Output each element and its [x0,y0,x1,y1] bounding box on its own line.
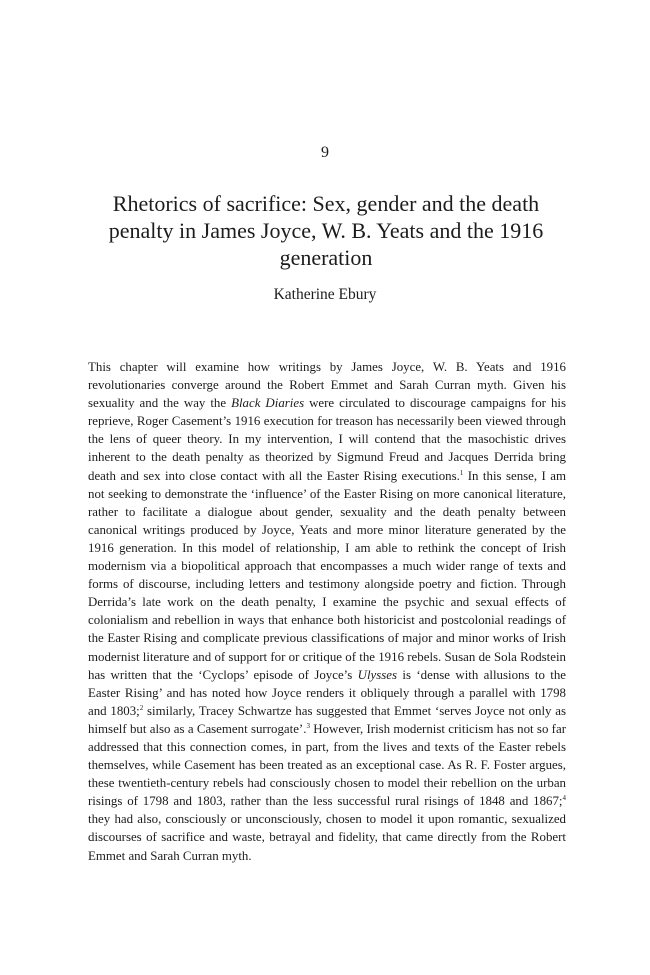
body-text-run: similarly, Tracey Schwartze has suggested that Emmet ‘serves Joyce not only as himself but also as a Casement surrogate’. [88,703,566,736]
footnote-ref-3[interactable]: 3 [306,721,310,730]
body-text-run: is ‘dense with allusions to the Easter Rising’ and has noted how Joyce renders it obliquely through a parallel with 1798 and 1803; [88,667,567,718]
body-paragraph [88,358,566,865]
body-text-run: were circulated to discourage campaigns for his reprieve, Roger Casement’s 1916 execution for treason has necessarily been viewed through the lens of queer theory. In my intervention, I will contend that the masochistic drives inherent to the death penalty as theorized by Sigmund Freud and Jacques Derrida bring death and sex into close contact with all the Easter Rising executions. [88,396,566,483]
body-text-run: they had also, consciously or unconsciously, chosen to model it upon romantic, sexualized discourses of sacrifice and waste, betrayal and fidelity, that came directly from the Robert Emmet and Sarah Curran myth. [88,812,566,863]
footnote-ref-4[interactable]: 4 [562,794,566,803]
chapter-author: Katherine Ebury [273,286,377,303]
body-text-run: This chapter will examine how writings by James Joyce, W. B. Yeats and 1916 revolutionaries converge around the Robert Emmet and Sarah Curran myth. Given his sexuality and the way the [88,360,566,411]
footnote-ref-1[interactable]: 1 [459,468,464,477]
chapter-number: 9 [321,144,329,161]
italic-title-ulysses: Ulysses [357,667,398,682]
body-text-run: In this sense, I am not seeking to demonstrate the ‘influence’ of the Easter Rising on more canonical literature, rather to facilitate a dialogue about gender, sexuality and the death penalty between canonical writings produced by Joyce, Yeats and more minor literature generated by the 1916 generation. In this model of relationship, I am able to rethink the concept of Irish modernism via a biopolitical approach that encompasses a much wider range of texts and forms of discourse, including letters and testimony alongside poetry and fiction. Through Derrida’s late work on the death penalty, I examine the psychic and sexual effects of colonialism and rebellion in ways that enhance both historicist and postcolonial readings of the Easter Rising and complicate previous classifications of major and minor works of Irish modernist literature and of support for or critique of the 1916 rebels. Susan de Sola Rodstein has written that the ‘Cyclops’ episode of Joyce’s [88,468,566,682]
body-text-run: However, Irish modernist criticism has not so far addressed that this connection comes, in part, from the lives and texts of the Easter rebels themselves, while Casement has been treated as an exceptional case. As R. F. Foster argues, these twentieth-century rebels had consciously chosen to model their rebellion on the urban risings of 1798 and 1803, rather than the less successful rural risings of 1848 and 1867; [88,721,566,809]
chapter-title: Rhetorics of sacrifice: Sex, gender and the death penalty in James Joyce, W. B. Yeats and the 1916 generation [108,191,544,270]
footnote-ref-2[interactable]: 2 [139,703,144,712]
italic-title-black-diaries: Black Diaries [231,396,305,411]
